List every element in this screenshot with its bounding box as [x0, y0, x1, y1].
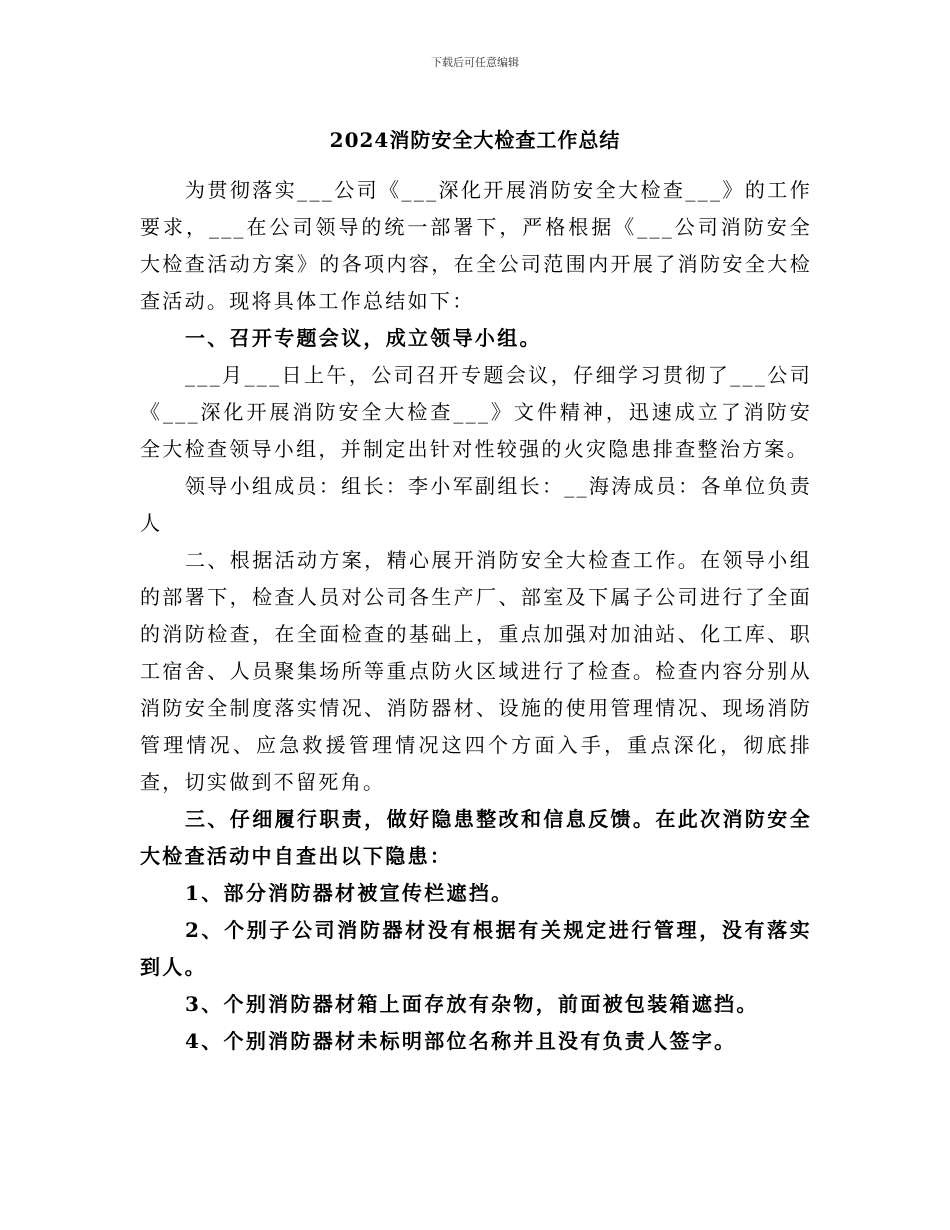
hazard-item-1: 1、部分消防器材被宣传栏遮挡。	[185, 881, 514, 905]
hazard-item-2: 2、个别子公司消防器材没有根据有关规定进行管理，没有落实到人。	[140, 918, 812, 979]
paragraph-inspection: 二、根据活动方案，精心展开消防安全大检查工作。在领导小组的部署下，检查人员对公司各生产厂、部室及下属子公司进行了全面的消防检查，在全面检查的基础上，重点加强对加油站、化工库、职工宿舍、人员聚集场所等重点防火区域进行了检查。检查内容分别从消防安全制度落实情况、消防器材、设施的使用管理情况、现场消防管理情况、应急救援管理情况这四个方面入手，重点深化，彻底排查，切实做到不留死角。	[140, 548, 812, 794]
paragraph-intro: 为贯彻落实___公司《___深化开展消防安全大检查___》的工作要求，___在公司领导的统一部署下，严格根据《___公司消防安全大检查活动方案》的各项内容，在全公司范围内开展了消防安全大检查活动。现将具体工作总结如下：	[140, 178, 812, 313]
section-heading-3: 三、仔细履行职责，做好隐患整改和信息反馈。在此次消防安全大检查活动中自查出以下隐患：	[140, 807, 812, 868]
paragraph-members: 领导小组成员：组长：李小军副组长：__海涛成员：各单位负责人	[140, 474, 812, 535]
document-body	[140, 172, 812, 1060]
paragraph-meeting: ___月___日上午，公司召开专题会议，仔细学习贯彻了___公司《___深化开展消防安全大检查___》文件精神，迅速成立了消防安全大检查领导小组，并制定出针对性较强的火灾隐患排查整治方案。	[140, 363, 812, 461]
hazard-item-4: 4、个别消防器材未标明部位名称并且没有负责人签字。	[185, 1029, 737, 1053]
document-title: 2024消防安全大检查工作总结	[329, 128, 621, 152]
section-heading-1: 一、召开专题会议，成立领导小组。	[185, 326, 542, 350]
hazard-item-3: 3、个别消防器材箱上面存放有杂物，前面被包装箱遮挡。	[185, 992, 759, 1016]
page-header-note: 下载后可任意编辑	[431, 56, 519, 69]
